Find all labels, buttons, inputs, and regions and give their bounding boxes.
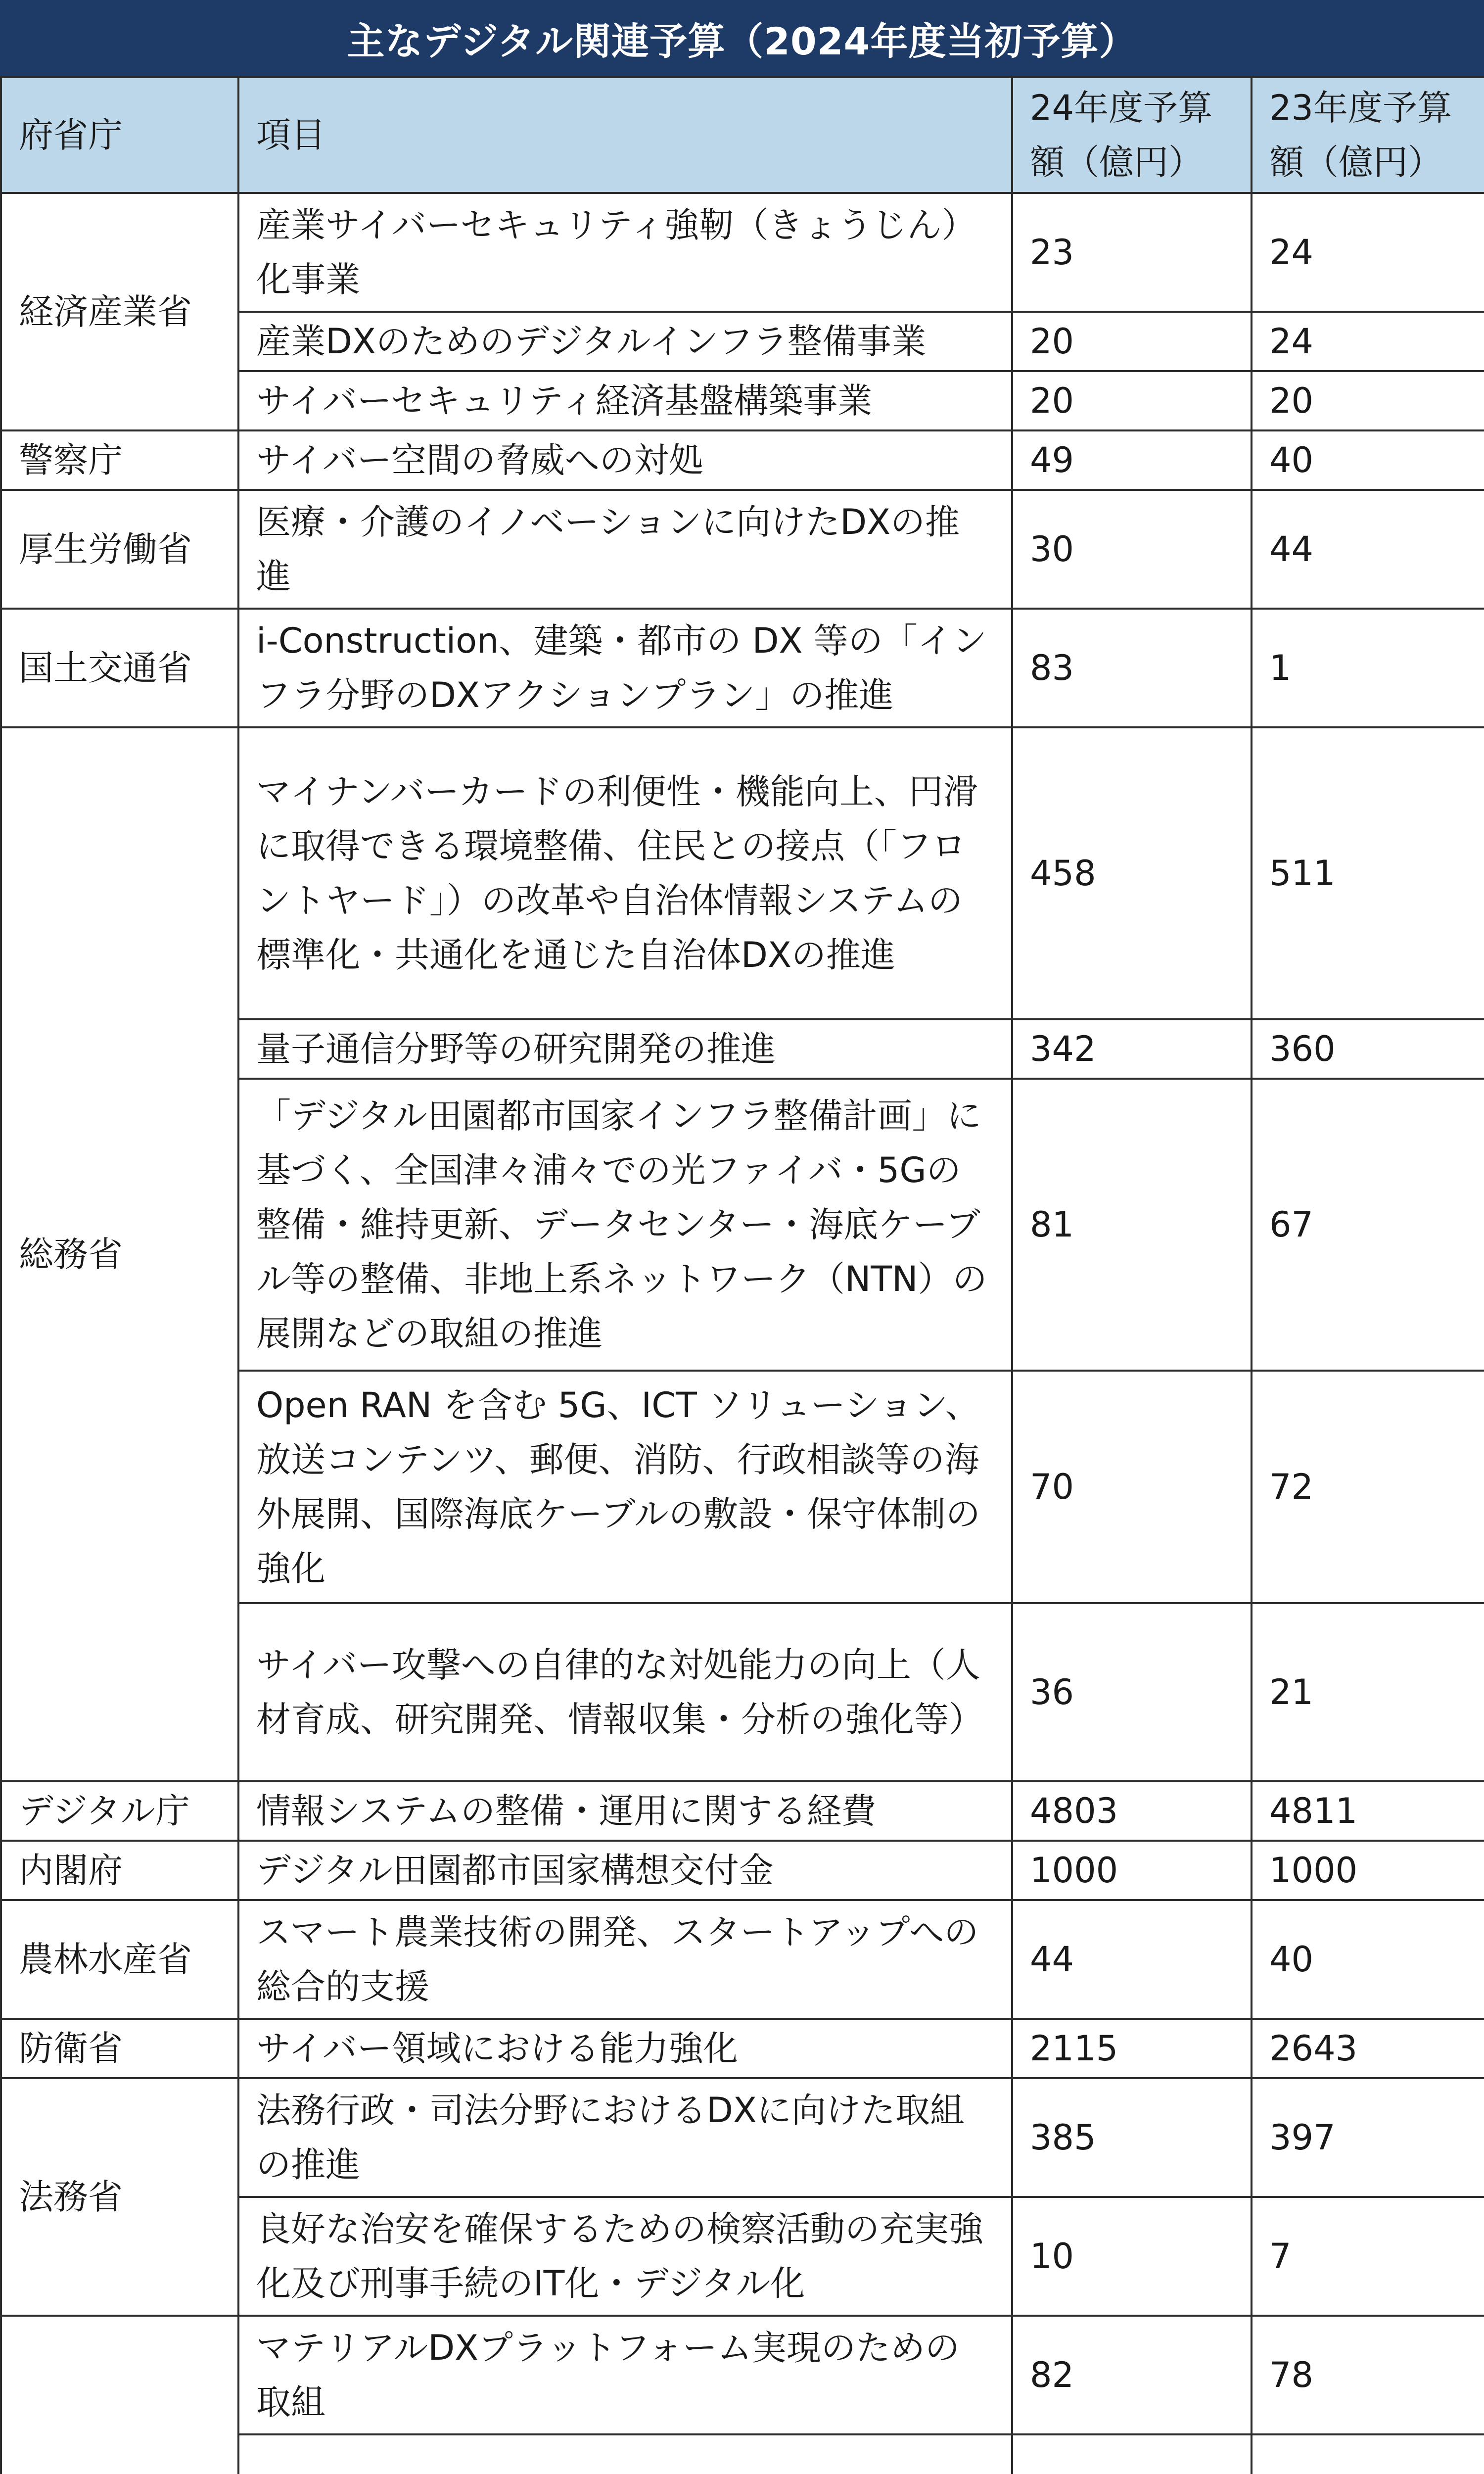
ministry-cell: デジタル庁 xyxy=(1,1781,238,1841)
budget-2023-cell: 72 xyxy=(1252,1371,1484,1603)
budget-2023-cell: 20 xyxy=(1252,371,1484,430)
budget-2023-cell: 360 xyxy=(1252,1019,1484,1079)
table-row xyxy=(1,727,1484,1019)
budget-2024-cell: 83 xyxy=(1012,609,1252,727)
ministry-cell: 警察庁 xyxy=(1,430,238,490)
budget-2023-cell: 2643 xyxy=(1252,2019,1484,2078)
budget-2024-cell: 36 xyxy=(1012,1603,1252,1781)
ministry-cell: 農林水産省 xyxy=(1,1900,238,2019)
budget-2023-cell: 24 xyxy=(1252,312,1484,371)
budget-2024-cell xyxy=(1012,2434,1252,2474)
table-row xyxy=(1,2316,1484,2434)
budget-2024-cell: 30 xyxy=(1012,490,1252,609)
item-cell: サイバー空間の脅威への対処 xyxy=(238,430,1012,490)
budget-2024-cell: 70 xyxy=(1012,1371,1252,1603)
budget-2024-cell: 44 xyxy=(1012,1900,1252,2019)
table-row xyxy=(1,2078,1484,2197)
item-cell: 法務行政・司法分野におけるDXに向けた取組の推進 xyxy=(238,2078,1012,2197)
table-row xyxy=(1,609,1484,727)
budget-2024-cell: 81 xyxy=(1012,1079,1252,1371)
table-row xyxy=(1,1781,1484,1841)
header-ministry: 府省庁 xyxy=(1,77,238,193)
budget-2023-cell: 78 xyxy=(1252,2316,1484,2434)
header-budget-2023: 23年度予算額（億円） xyxy=(1252,77,1484,193)
item-cell: スマート農業技術の開発、スタートアップへの総合的支援 xyxy=(238,1900,1012,2019)
ministry-cell: 国土交通省 xyxy=(1,609,238,727)
ministry-cell: 内閣府 xyxy=(1,1841,238,1900)
budget-2023-cell: 397 xyxy=(1252,2078,1484,2197)
budget-2024-cell: 458 xyxy=(1012,727,1252,1019)
table-row xyxy=(1,193,1484,312)
budget-2024-cell: 10 xyxy=(1012,2197,1252,2316)
table-row xyxy=(1,2019,1484,2078)
item-cell: i-Construction、建築・都市の DX 等の「インフラ分野のDXアクションプラン」の推進 xyxy=(238,609,1012,727)
header-item: 項目 xyxy=(238,77,1012,193)
ministry-cell: 経済産業省 xyxy=(1,193,238,430)
item-cell: 「デジタル田園都市国家インフラ整備計画」に基づく、全国津々浦々での光ファイバ・5Gの整備・維持更新、データセンター・海底ケーブル等の整備、非地上系ネットワーク（NTN）の展開などの取組の推進 xyxy=(238,1079,1012,1371)
budget-2023-cell: 7 xyxy=(1252,2197,1484,2316)
budget-2023-cell: 67 xyxy=(1252,1079,1484,1371)
item-cell: サイバー攻撃への自律的な対処能力の向上（人材育成、研究開発、情報収集・分析の強化等） xyxy=(238,1603,1012,1781)
table-title: 主なデジタル関連予算（2024年度当初予算） xyxy=(0,0,1484,76)
budget-table xyxy=(0,76,1484,2474)
budget-2024-cell: 2115 xyxy=(1012,2019,1252,2078)
table-row xyxy=(1,1900,1484,2019)
item-cell: マイナンバーカードの利便性・機能向上、円滑に取得できる環境整備、住民との接点（「フロントヤード」）の改革や自治体情報システムの標準化・共通化を通じた自治体DXの推進 xyxy=(238,727,1012,1019)
budget-2024-cell: 1000 xyxy=(1012,1841,1252,1900)
table-header xyxy=(1,77,1484,193)
item-cell: サイバー領域における能力強化 xyxy=(238,2019,1012,2078)
budget-2024-cell: 82 xyxy=(1012,2316,1252,2434)
budget-2023-cell: 24 xyxy=(1252,193,1484,312)
item-cell: 医療・介護のイノベーションに向けたDXの推進 xyxy=(238,490,1012,609)
budget-2024-cell: 342 xyxy=(1012,1019,1252,1079)
table-body xyxy=(1,193,1484,2474)
ministry-cell xyxy=(1,2316,238,2474)
item-cell: デジタル田園都市国家構想交付金 xyxy=(238,1841,1012,1900)
budget-2024-cell: 4803 xyxy=(1012,1781,1252,1841)
table-row xyxy=(1,430,1484,490)
budget-2024-cell: 20 xyxy=(1012,371,1252,430)
header-budget-2024: 24年度予算額（億円） xyxy=(1012,77,1252,193)
ministry-cell: 総務省 xyxy=(1,727,238,1781)
budget-2024-cell: 23 xyxy=(1012,193,1252,312)
budget-2023-cell: 1 xyxy=(1252,609,1484,727)
budget-2023-cell: 40 xyxy=(1252,1900,1484,2019)
table-row xyxy=(1,490,1484,609)
item-cell: 良好な治安を確保するための検察活動の充実強化及び刑事手続のIT化・デジタル化 xyxy=(238,2197,1012,2316)
ministry-cell: 法務省 xyxy=(1,2078,238,2316)
table-row xyxy=(1,1841,1484,1900)
header-row xyxy=(1,77,1484,193)
ministry-cell: 厚生労働省 xyxy=(1,490,238,609)
budget-2023-cell: 1000 xyxy=(1252,1841,1484,1900)
item-cell: Open RAN を含む 5G、ICT ソリューション、放送コンテンツ、郵便、消防、行政相談等の海外展開、国際海底ケーブルの敷設・保守体制の強化 xyxy=(238,1371,1012,1603)
item-cell: 情報システムの整備・運用に関する経費 xyxy=(238,1781,1012,1841)
budget-2023-cell: 511 xyxy=(1252,727,1484,1019)
item-cell: 産業サイバーセキュリティ強靭（きょうじん）化事業 xyxy=(238,193,1012,312)
budget-2023-cell: 21 xyxy=(1252,1603,1484,1781)
item-cell xyxy=(238,2434,1012,2474)
budget-2023-cell: 4811 xyxy=(1252,1781,1484,1841)
budget-2023-cell xyxy=(1252,2434,1484,2474)
budget-2024-cell: 49 xyxy=(1012,430,1252,490)
ministry-cell: 防衛省 xyxy=(1,2019,238,2078)
budget-2024-cell: 385 xyxy=(1012,2078,1252,2197)
item-cell: サイバーセキュリティ経済基盤構築事業 xyxy=(238,371,1012,430)
budget-2024-cell: 20 xyxy=(1012,312,1252,371)
budget-2023-cell: 40 xyxy=(1252,430,1484,490)
item-cell: 産業DXのためのデジタルインフラ整備事業 xyxy=(238,312,1012,371)
item-cell: マテリアルDXプラットフォーム実現のための取組 xyxy=(238,2316,1012,2434)
budget-2023-cell: 44 xyxy=(1252,490,1484,609)
item-cell: 量子通信分野等の研究開発の推進 xyxy=(238,1019,1012,1079)
